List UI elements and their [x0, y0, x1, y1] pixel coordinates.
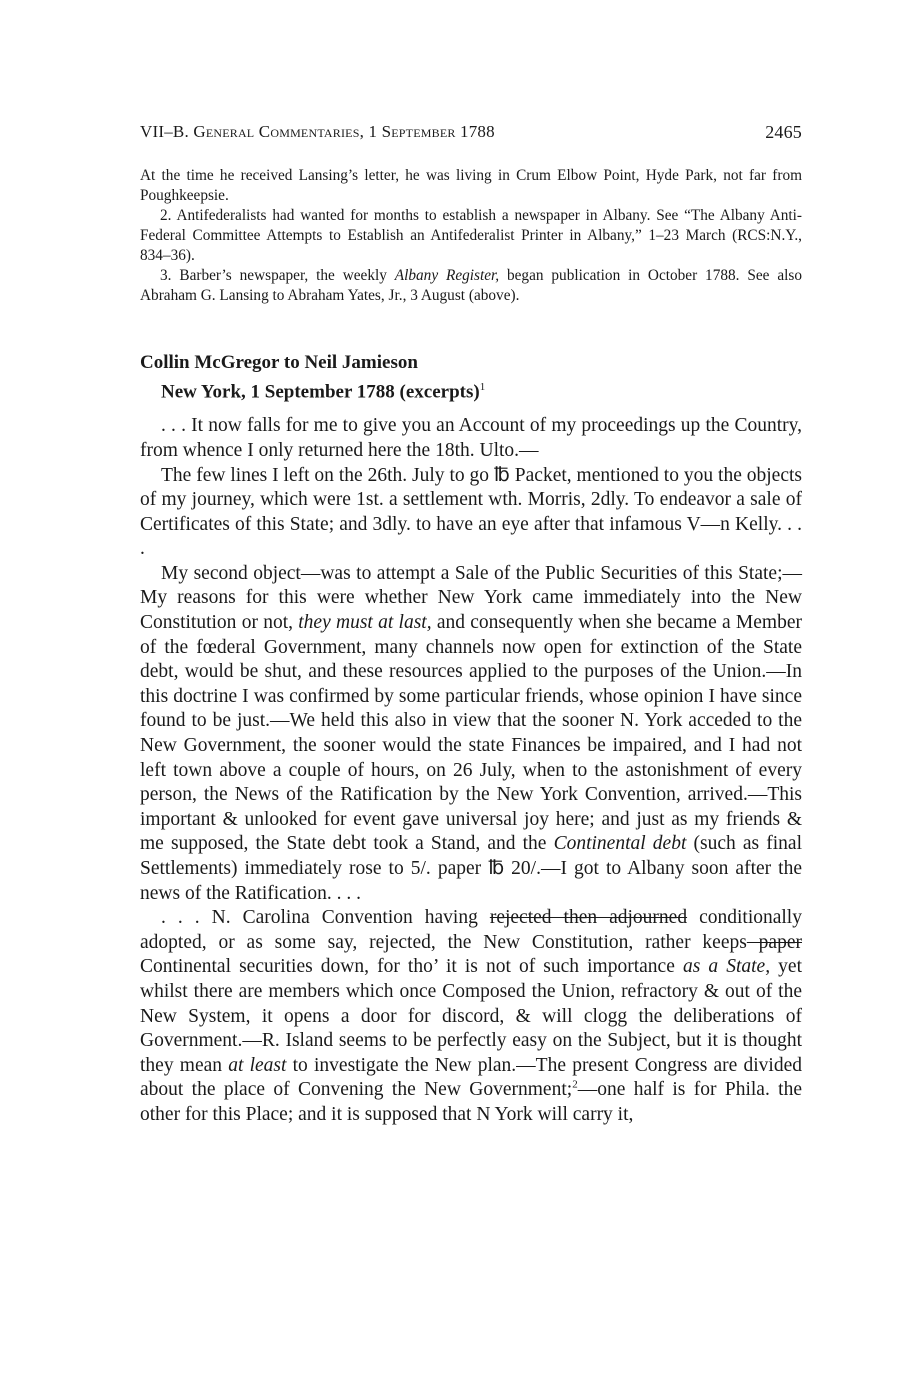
footnote-3: 3. Barber’s newspaper, the weekly Albany Register, began publication in October 1788. See also Abraham G. Lansing to Abraham Yates, Jr., 3 August (above).	[140, 267, 802, 304]
footnote-ref-2: 2	[572, 1078, 578, 1091]
page-number: 2465	[765, 122, 802, 142]
paragraph-4: . . . N. Carolina Convention having rejected then adjourned conditionally adopted, or as some say, rejected, the New Constitution, rather keeps paper Continental securities down, for tho’ it is not of such importance as a State, yet whilst there are members which once Composed the Union, refractory & out of the New System, it opens a door for discord, & will clogg the deliberations of Government.—R. Island seems to be perfectly easy on the Subject, but it is thought they mean at least to investigate the New plan.—The present Congress are divided about the place of Convening the New Government;$^2$—one half is for Phila. the other for this Place; and it is supposed that N York will carry it,	[140, 907, 803, 1125]
heading-note-ref: 1	[479, 381, 486, 393]
footnotes	[140, 166, 802, 306]
footnote-continuation: At the time he received Lansing’s letter, he was living in Crum Elbow Point, Hyde Park, not far from Poughkeepsie.	[140, 167, 802, 204]
running-head	[140, 118, 802, 152]
heading-line-2: New York, 1 September 1788 (excerpts)$^1$	[161, 381, 486, 403]
struck-text: paper	[746, 931, 802, 953]
document-heading	[140, 350, 802, 404]
footnote-2: 2. Antifederalists had wanted for months to establish a newspaper in Albany. See “The Albany Anti-Federal Committee Attempts to Establish an Antifederalist Printer in Albany,” 1–23 March (RCS:N.Y., 834–36).	[140, 207, 802, 264]
letter-body	[140, 414, 802, 1127]
paragraph-3: My second object—was to attempt a Sale of the Public Securities of this State;—My reasons for this were whether New York came immediately into the New Constitution or not, they must at last, and consequently when she became a Member of the fœderal Government, many channels now open for extinction of the State debt, would be shut, and these resources applied to the purposes of the Union.—In this doctrine I was confirmed by some particular friends, whose opinion I have since found to be just.—We held this also in view that the sooner N. York acceded to the New Government, the sooner would the state Finances be impaired, and I had not left town above a couple of hours, on 26 July, when to the astonishment of every person, the News of the Ratification by the New York Convention, arrived.—This important & unlooked for event gave universal joy here; and just as my friends & me supposed, the State debt took a Stand, and the Continental debt (such as final Settlements) immediately rose to 5/. paper ℔ 20/.—I got to Albany soon after the news of the Ratification. . . .	[140, 562, 803, 904]
running-head-title: VII–B. General Commentaries, 1 September 1788	[140, 122, 495, 141]
struck-text: rejected then adjourned	[489, 907, 688, 929]
document-page	[140, 118, 802, 1128]
heading-line-1: Collin McGregor to Neil Jamieson	[140, 352, 418, 373]
paragraph-2: The few lines I left on the 26th. July to go ℔ Packet, mentioned to you the objects of my journey, which were 1st. a settlement wth. Morris, 2dly. To endeavor a sale of Certificates of this State; and 3dly. to have an eye after that infamous V—n Kelly. . . .	[140, 464, 802, 560]
paragraph-1: . . . It now falls for me to give you an Account of my proceedings up the Country, from whence I only returned here the 18th. Ulto.—	[140, 415, 802, 461]
